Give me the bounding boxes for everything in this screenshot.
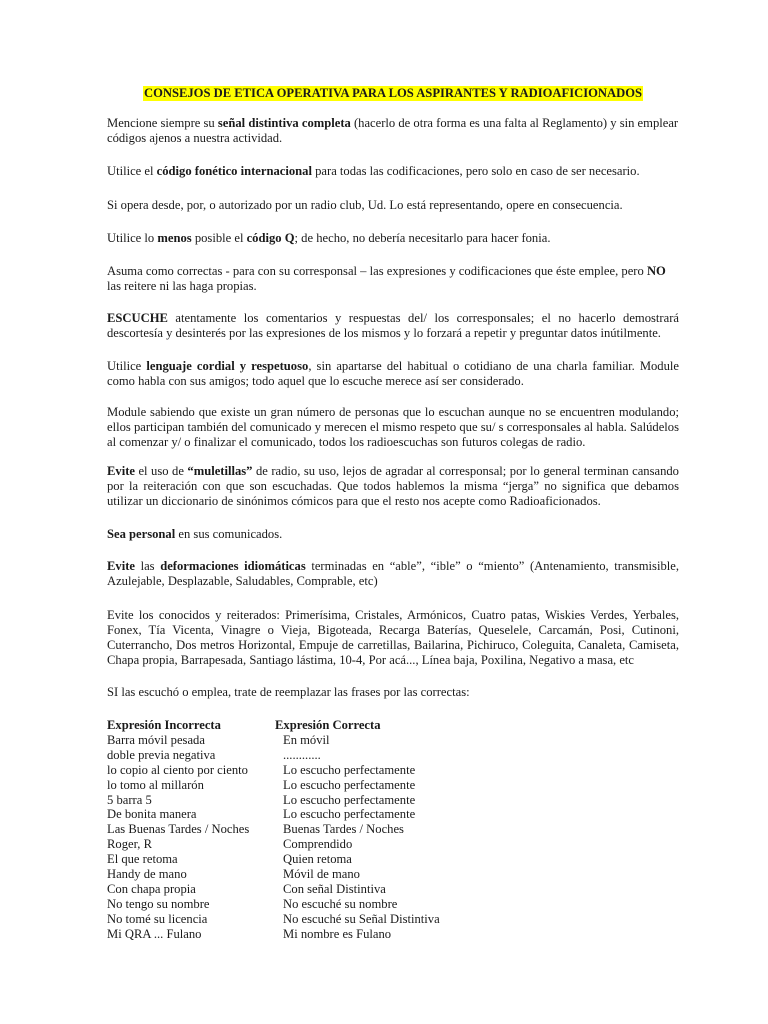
table-row <box>107 822 679 837</box>
incorrect-expression: lo tomo al millarón <box>107 777 204 792</box>
incorrect-expression: Mi QRA ... Fulano <box>107 926 202 941</box>
incorrect-expression: De bonita manera <box>107 807 197 822</box>
emphasis: Evite <box>107 464 135 478</box>
correct-expression: Buenas Tardes / Noches <box>283 822 404 837</box>
correct-expression: Quien retoma <box>283 852 352 867</box>
paragraph-reiterados: Evite los conocidos y reiterados: Primerísima, Cristales, Armónicos, Cuatro patas, Wiskies Verdes, Yerbales, Fonex, Tía Vicenta, Vinagre o Vieja, Bigoteada, Recarga Baterías, Queselele, Carcamán, Posi, Cutinoni, Cuterrancho, Dos metros Horizontal, Empuje de carretillas, Bailarina, Pichiruco, Coleguita, Canaleta, Camiseta, Chapa propia, Barrapesada, Santiago lástima, 10-4, Por acá..., Línea baja, Poxilina, Negativo a masa, etc <box>107 608 679 667</box>
paragraph-sea-personal: Sea personal en sus comunicados. <box>107 527 283 541</box>
paragraph-reemplazar: SI las escuchó o emplea, trate de reemplazar las frases por las correctas: <box>107 685 470 699</box>
emphasis: menos <box>157 231 192 245</box>
table-row <box>107 763 679 778</box>
incorrect-expression: Las Buenas Tardes / Noches <box>107 822 250 837</box>
emphasis: Sea personal <box>107 527 176 541</box>
table-row <box>107 897 679 912</box>
correct-expression: Lo escucho perfectamente <box>283 777 416 792</box>
correct-expression: Comprendido <box>283 837 353 852</box>
header-correct: Expresión Correcta <box>275 718 381 732</box>
incorrect-expression: No tengo su nombre <box>107 896 210 911</box>
document-title: CONSEJOS DE ETICA OPERATIVA PARA LOS ASPIRANTES Y RADIOAFICIONADOS <box>143 86 642 100</box>
correct-expression: No escuché su nombre <box>283 896 398 911</box>
paragraph-lenguaje: Utilice lenguaje cordial y respetuoso, sin apartarse del habitual o cotidiano de una charla familiar. Module como habla con sus amigos; todo aquel que lo escuche merece así ser considerado. <box>107 359 679 388</box>
incorrect-expression: doble previa negativa <box>107 747 216 762</box>
paragraph-codigo-q: Utilice lo menos posible el código Q; de hecho, no debería necesitarlo para hacer fonia. <box>107 231 551 245</box>
paragraph-deformaciones: Evite las deformaciones idiomáticas terminadas en “able”, “ible” o “miento” (Antenamiento, transmisible, Azulejable, Desplazable, Saludables, Comprable, etc) <box>107 559 679 588</box>
expressions-table-header <box>107 718 679 733</box>
correct-expression: Lo escucho perfectamente <box>283 792 416 807</box>
paragraph-asuma: Asuma como correctas - para con su corresponsal – las expresiones y codificaciones que éste emplee, pero NO las reitere ni las haga propias. <box>107 264 666 293</box>
table-row <box>107 793 679 808</box>
correct-expression: En móvil <box>283 733 330 747</box>
incorrect-expression: 5 barra 5 <box>107 792 152 807</box>
paragraph-module: Module sabiendo que existe un gran número de personas que lo escuchan aunque no se encuentren modulando; ellos participan también del comunicado y merecen el mismo respeto que su/ s corresponsales al habla. Salúdelos al comenzar y/ o finalizar el comunicado, todos los radioescuchas son futuros colegas de radio. <box>107 405 679 449</box>
incorrect-expression: Con chapa propia <box>107 881 196 896</box>
table-row <box>107 748 679 763</box>
paragraph-senal-distintiva: Mencione siempre su señal distintiva completa (hacerlo de otra forma es una falta al Reglamento) y sin emplear códigos ajenos a nuestra actividad. <box>107 116 679 145</box>
table-row <box>107 912 679 927</box>
table-row <box>107 778 679 793</box>
header-incorrect: Expresión Incorrecta <box>107 718 221 732</box>
table-row <box>107 927 679 942</box>
table-row <box>107 837 679 852</box>
title-wrap <box>107 86 679 101</box>
emphasis: código Q <box>246 231 295 245</box>
emphasis: código fonético internacional <box>156 164 312 178</box>
incorrect-expression: El que retoma <box>107 852 178 867</box>
correct-expression: ............ <box>283 747 321 762</box>
expressions-table <box>107 733 679 941</box>
table-row <box>107 867 679 882</box>
incorrect-expression: Barra móvil pesada <box>107 733 205 747</box>
table-row <box>107 733 679 748</box>
correct-expression: Con señal Distintiva <box>283 881 386 896</box>
emphasis: NO <box>646 264 666 278</box>
paragraph-codigo-fonetico: Utilice el código fonético internacional para todas las codificaciones, pero solo en caso de ser necesario. <box>107 164 640 178</box>
emphasis: “muletillas” <box>187 464 253 478</box>
paragraph-radio-club: Si opera desde, por, o autorizado por un radio club, Ud. Lo está representando, opere en consecuencia. <box>107 198 623 212</box>
table-row <box>107 852 679 867</box>
correct-expression: Lo escucho perfectamente <box>283 807 416 822</box>
incorrect-expression: No tomé su licencia <box>107 911 208 926</box>
correct-expression: No escuché su Señal Distintiva <box>283 911 440 926</box>
correct-expression: Mi nombre es Fulano <box>283 926 392 941</box>
emphasis: ESCUCHE <box>107 311 168 325</box>
table-row <box>107 807 679 822</box>
emphasis: lenguaje cordial y respetuoso <box>146 359 309 373</box>
incorrect-expression: Handy de mano <box>107 867 187 882</box>
paragraph-escuche: ESCUCHE atentamente los comentarios y respuestas del/ los corresponsales; el no hacerlo demostrará descortesía y desinterés por las expresiones de los mismos y lo forzará a repetir y preguntar datos inútilmente. <box>107 311 679 340</box>
incorrect-expression: lo copio al ciento por ciento <box>107 762 248 777</box>
correct-expression: Lo escucho perfectamente <box>283 762 416 777</box>
correct-expression: Móvil de mano <box>283 867 360 882</box>
table-row <box>107 882 679 897</box>
emphasis: deformaciones idiomáticas <box>160 559 306 573</box>
incorrect-expression: Roger, R <box>107 837 152 852</box>
emphasis: señal distintiva completa <box>217 116 351 130</box>
emphasis: Evite <box>107 559 135 573</box>
paragraph-muletillas: Evite el uso de “muletillas” de radio, su uso, lejos de agradar al corresponsal; por lo general terminan cansando por la reiteración con que son escuchadas. Que todos hablemos la misma “jerga” no significa que debamos utilizar un diccionario de sinónimos cómicos para que el resto nos acepte como Radioaficionados. <box>107 464 679 508</box>
